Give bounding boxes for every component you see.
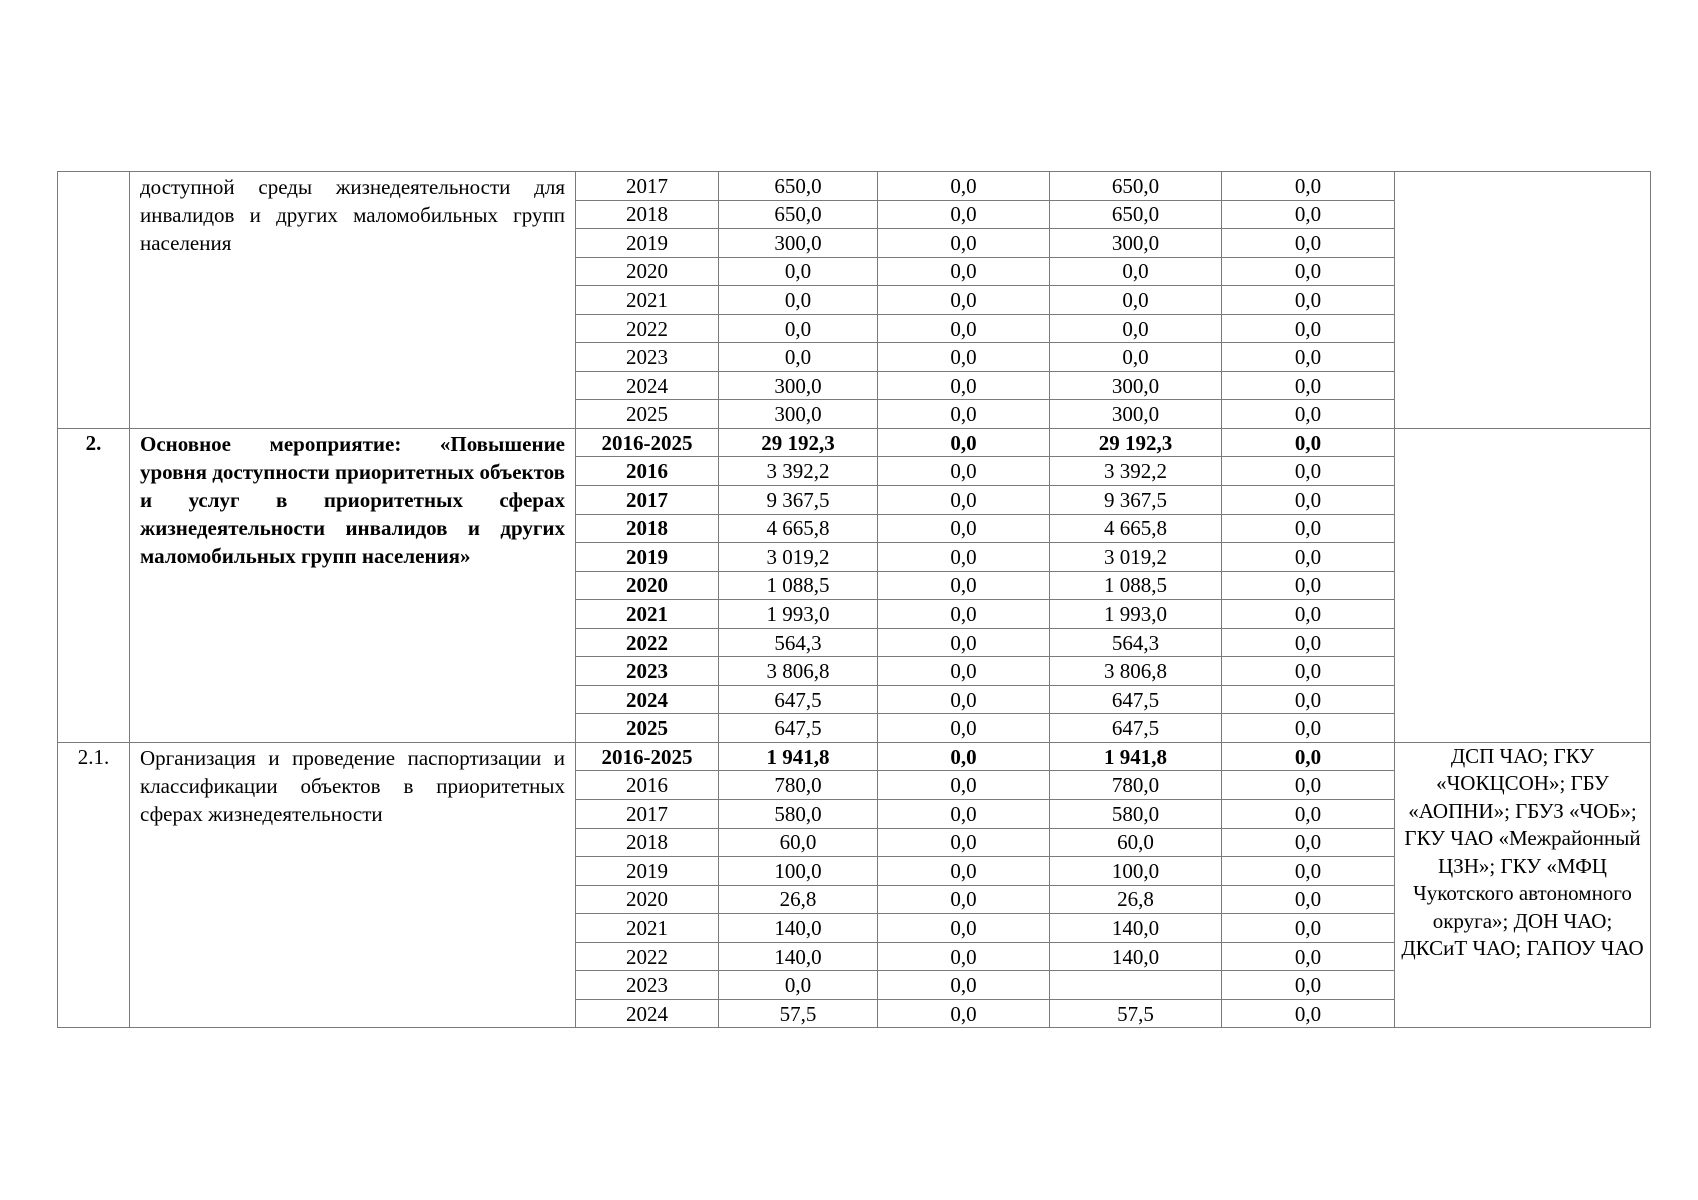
federal-budget-cell: 0,0 [878, 457, 1050, 486]
other-sources-cell: 0,0 [1222, 628, 1395, 657]
regional-budget-cell: 0,0 [1050, 286, 1222, 315]
federal-budget-cell: 0,0 [878, 571, 1050, 600]
period-cell: 2025 [576, 714, 719, 743]
regional-budget-cell: 0,0 [1050, 314, 1222, 343]
regional-budget-cell: 3 019,2 [1050, 543, 1222, 572]
period-cell: 2025 [576, 400, 719, 429]
period-cell: 2024 [576, 685, 719, 714]
total-cell: 100,0 [719, 857, 878, 886]
federal-budget-cell: 0,0 [878, 229, 1050, 258]
total-cell: 140,0 [719, 914, 878, 943]
federal-budget-cell: 0,0 [878, 971, 1050, 1000]
other-sources-cell: 0,0 [1222, 428, 1395, 457]
period-cell: 2019 [576, 229, 719, 258]
regional-budget-cell: 29 192,3 [1050, 428, 1222, 457]
total-cell: 3 392,2 [719, 457, 878, 486]
regional-budget-cell: 140,0 [1050, 914, 1222, 943]
regional-budget-cell: 0,0 [1050, 343, 1222, 372]
period-cell: 2018 [576, 200, 719, 229]
total-cell: 140,0 [719, 942, 878, 971]
regional-budget-cell: 1 993,0 [1050, 600, 1222, 629]
total-cell: 1 088,5 [719, 571, 878, 600]
period-cell: 2023 [576, 343, 719, 372]
regional-budget-cell: 100,0 [1050, 857, 1222, 886]
period-cell: 2020 [576, 571, 719, 600]
period-cell: 2022 [576, 942, 719, 971]
federal-budget-cell: 0,0 [878, 914, 1050, 943]
period-cell: 2024 [576, 999, 719, 1028]
other-sources-cell: 0,0 [1222, 257, 1395, 286]
total-cell: 300,0 [719, 400, 878, 429]
table-row [58, 742, 1651, 771]
federal-budget-cell: 0,0 [878, 885, 1050, 914]
other-sources-cell: 0,0 [1222, 742, 1395, 771]
other-sources-cell: 0,0 [1222, 343, 1395, 372]
section-title: Основное мероприятие: «Повышение уровня доступности приоритетных объектов и услуг в приоритетных сферах жизнедеятельности инвалидов и других маломобильных групп населения» [130, 428, 576, 742]
section-number: 2. [58, 428, 130, 742]
federal-budget-cell: 0,0 [878, 600, 1050, 629]
other-sources-cell: 0,0 [1222, 600, 1395, 629]
federal-budget-cell: 0,0 [878, 200, 1050, 229]
total-cell: 647,5 [719, 714, 878, 743]
regional-budget-cell: 3 392,2 [1050, 457, 1222, 486]
total-cell: 60,0 [719, 828, 878, 857]
funding-table [57, 171, 1651, 1028]
section-title: доступной среды жизнедеятельности для инвалидов и других маломобильных групп населения [130, 172, 576, 429]
federal-budget-cell: 0,0 [878, 400, 1050, 429]
period-cell: 2019 [576, 857, 719, 886]
period-cell: 2016-2025 [576, 742, 719, 771]
total-cell: 29 192,3 [719, 428, 878, 457]
period-cell: 2021 [576, 286, 719, 315]
federal-budget-cell: 0,0 [878, 543, 1050, 572]
total-cell: 0,0 [719, 343, 878, 372]
regional-budget-cell: 300,0 [1050, 229, 1222, 258]
regional-budget-cell: 3 806,8 [1050, 657, 1222, 686]
other-sources-cell: 0,0 [1222, 200, 1395, 229]
regional-budget-cell: 647,5 [1050, 714, 1222, 743]
executors-cell: ДСП ЧАО; ГКУ «ЧОКЦСОН»; ГБУ «АОПНИ»; ГБУЗ «ЧОБ»; ГКУ ЧАО «Межрайонный ЦЗН»; ГКУ «МФЦ Чукотского автономного округа»; ДОН ЧАО; ДКСиТ ЧАО; ГАПОУ ЧАО [1395, 742, 1651, 1027]
federal-budget-cell: 0,0 [878, 714, 1050, 743]
other-sources-cell: 0,0 [1222, 457, 1395, 486]
other-sources-cell: 0,0 [1222, 571, 1395, 600]
executors-cell [1395, 172, 1651, 429]
federal-budget-cell: 0,0 [878, 428, 1050, 457]
other-sources-cell: 0,0 [1222, 286, 1395, 315]
total-cell: 780,0 [719, 771, 878, 800]
other-sources-cell: 0,0 [1222, 800, 1395, 829]
federal-budget-cell: 0,0 [878, 771, 1050, 800]
period-cell: 2021 [576, 914, 719, 943]
regional-budget-cell: 60,0 [1050, 828, 1222, 857]
regional-budget-cell: 647,5 [1050, 685, 1222, 714]
period-cell: 2016-2025 [576, 428, 719, 457]
regional-budget-cell: 140,0 [1050, 942, 1222, 971]
total-cell: 0,0 [719, 286, 878, 315]
other-sources-cell: 0,0 [1222, 828, 1395, 857]
federal-budget-cell: 0,0 [878, 628, 1050, 657]
federal-budget-cell: 0,0 [878, 657, 1050, 686]
total-cell: 0,0 [719, 971, 878, 1000]
other-sources-cell: 0,0 [1222, 914, 1395, 943]
regional-budget-cell: 57,5 [1050, 999, 1222, 1028]
other-sources-cell: 0,0 [1222, 685, 1395, 714]
period-cell: 2018 [576, 828, 719, 857]
total-cell: 580,0 [719, 800, 878, 829]
period-cell: 2021 [576, 600, 719, 629]
regional-budget-cell [1050, 971, 1222, 1000]
other-sources-cell: 0,0 [1222, 400, 1395, 429]
other-sources-cell: 0,0 [1222, 229, 1395, 258]
regional-budget-cell: 1 941,8 [1050, 742, 1222, 771]
federal-budget-cell: 0,0 [878, 685, 1050, 714]
other-sources-cell: 0,0 [1222, 314, 1395, 343]
other-sources-cell: 0,0 [1222, 885, 1395, 914]
other-sources-cell: 0,0 [1222, 714, 1395, 743]
federal-budget-cell: 0,0 [878, 172, 1050, 201]
total-cell: 1 993,0 [719, 600, 878, 629]
regional-budget-cell: 300,0 [1050, 371, 1222, 400]
total-cell: 9 367,5 [719, 486, 878, 515]
federal-budget-cell: 0,0 [878, 828, 1050, 857]
other-sources-cell: 0,0 [1222, 771, 1395, 800]
period-cell: 2023 [576, 657, 719, 686]
total-cell: 0,0 [719, 257, 878, 286]
federal-budget-cell: 0,0 [878, 742, 1050, 771]
section-number [58, 172, 130, 429]
regional-budget-cell: 580,0 [1050, 800, 1222, 829]
regional-budget-cell: 564,3 [1050, 628, 1222, 657]
period-cell: 2022 [576, 314, 719, 343]
federal-budget-cell: 0,0 [878, 314, 1050, 343]
federal-budget-cell: 0,0 [878, 286, 1050, 315]
federal-budget-cell: 0,0 [878, 486, 1050, 515]
regional-budget-cell: 0,0 [1050, 257, 1222, 286]
period-cell: 2020 [576, 885, 719, 914]
other-sources-cell: 0,0 [1222, 543, 1395, 572]
period-cell: 2019 [576, 543, 719, 572]
other-sources-cell: 0,0 [1222, 371, 1395, 400]
total-cell: 57,5 [719, 999, 878, 1028]
regional-budget-cell: 26,8 [1050, 885, 1222, 914]
executors-cell [1395, 428, 1651, 742]
period-cell: 2020 [576, 257, 719, 286]
federal-budget-cell: 0,0 [878, 800, 1050, 829]
period-cell: 2017 [576, 486, 719, 515]
section-title: Организация и проведение паспортизации и классификации объектов в приоритетных сферах жизнедеятельности [130, 742, 576, 1027]
federal-budget-cell: 0,0 [878, 857, 1050, 886]
total-cell: 4 665,8 [719, 514, 878, 543]
section-number: 2.1. [58, 742, 130, 1027]
total-cell: 3 806,8 [719, 657, 878, 686]
period-cell: 2022 [576, 628, 719, 657]
federal-budget-cell: 0,0 [878, 942, 1050, 971]
other-sources-cell: 0,0 [1222, 857, 1395, 886]
regional-budget-cell: 780,0 [1050, 771, 1222, 800]
period-cell: 2018 [576, 514, 719, 543]
total-cell: 0,0 [719, 314, 878, 343]
total-cell: 300,0 [719, 229, 878, 258]
period-cell: 2024 [576, 371, 719, 400]
federal-budget-cell: 0,0 [878, 514, 1050, 543]
other-sources-cell: 0,0 [1222, 942, 1395, 971]
other-sources-cell: 0,0 [1222, 657, 1395, 686]
other-sources-cell: 0,0 [1222, 971, 1395, 1000]
table-row [58, 428, 1651, 457]
total-cell: 564,3 [719, 628, 878, 657]
period-cell: 2016 [576, 457, 719, 486]
federal-budget-cell: 0,0 [878, 999, 1050, 1028]
period-cell: 2016 [576, 771, 719, 800]
other-sources-cell: 0,0 [1222, 172, 1395, 201]
period-cell: 2017 [576, 800, 719, 829]
regional-budget-cell: 650,0 [1050, 172, 1222, 201]
other-sources-cell: 0,0 [1222, 514, 1395, 543]
regional-budget-cell: 650,0 [1050, 200, 1222, 229]
federal-budget-cell: 0,0 [878, 371, 1050, 400]
total-cell: 650,0 [719, 200, 878, 229]
total-cell: 1 941,8 [719, 742, 878, 771]
period-cell: 2017 [576, 172, 719, 201]
other-sources-cell: 0,0 [1222, 486, 1395, 515]
regional-budget-cell: 1 088,5 [1050, 571, 1222, 600]
regional-budget-cell: 4 665,8 [1050, 514, 1222, 543]
period-cell: 2023 [576, 971, 719, 1000]
federal-budget-cell: 0,0 [878, 257, 1050, 286]
table-row [58, 172, 1651, 201]
total-cell: 3 019,2 [719, 543, 878, 572]
regional-budget-cell: 9 367,5 [1050, 486, 1222, 515]
federal-budget-cell: 0,0 [878, 343, 1050, 372]
total-cell: 26,8 [719, 885, 878, 914]
total-cell: 650,0 [719, 172, 878, 201]
other-sources-cell: 0,0 [1222, 999, 1395, 1028]
regional-budget-cell: 300,0 [1050, 400, 1222, 429]
total-cell: 647,5 [719, 685, 878, 714]
total-cell: 300,0 [719, 371, 878, 400]
